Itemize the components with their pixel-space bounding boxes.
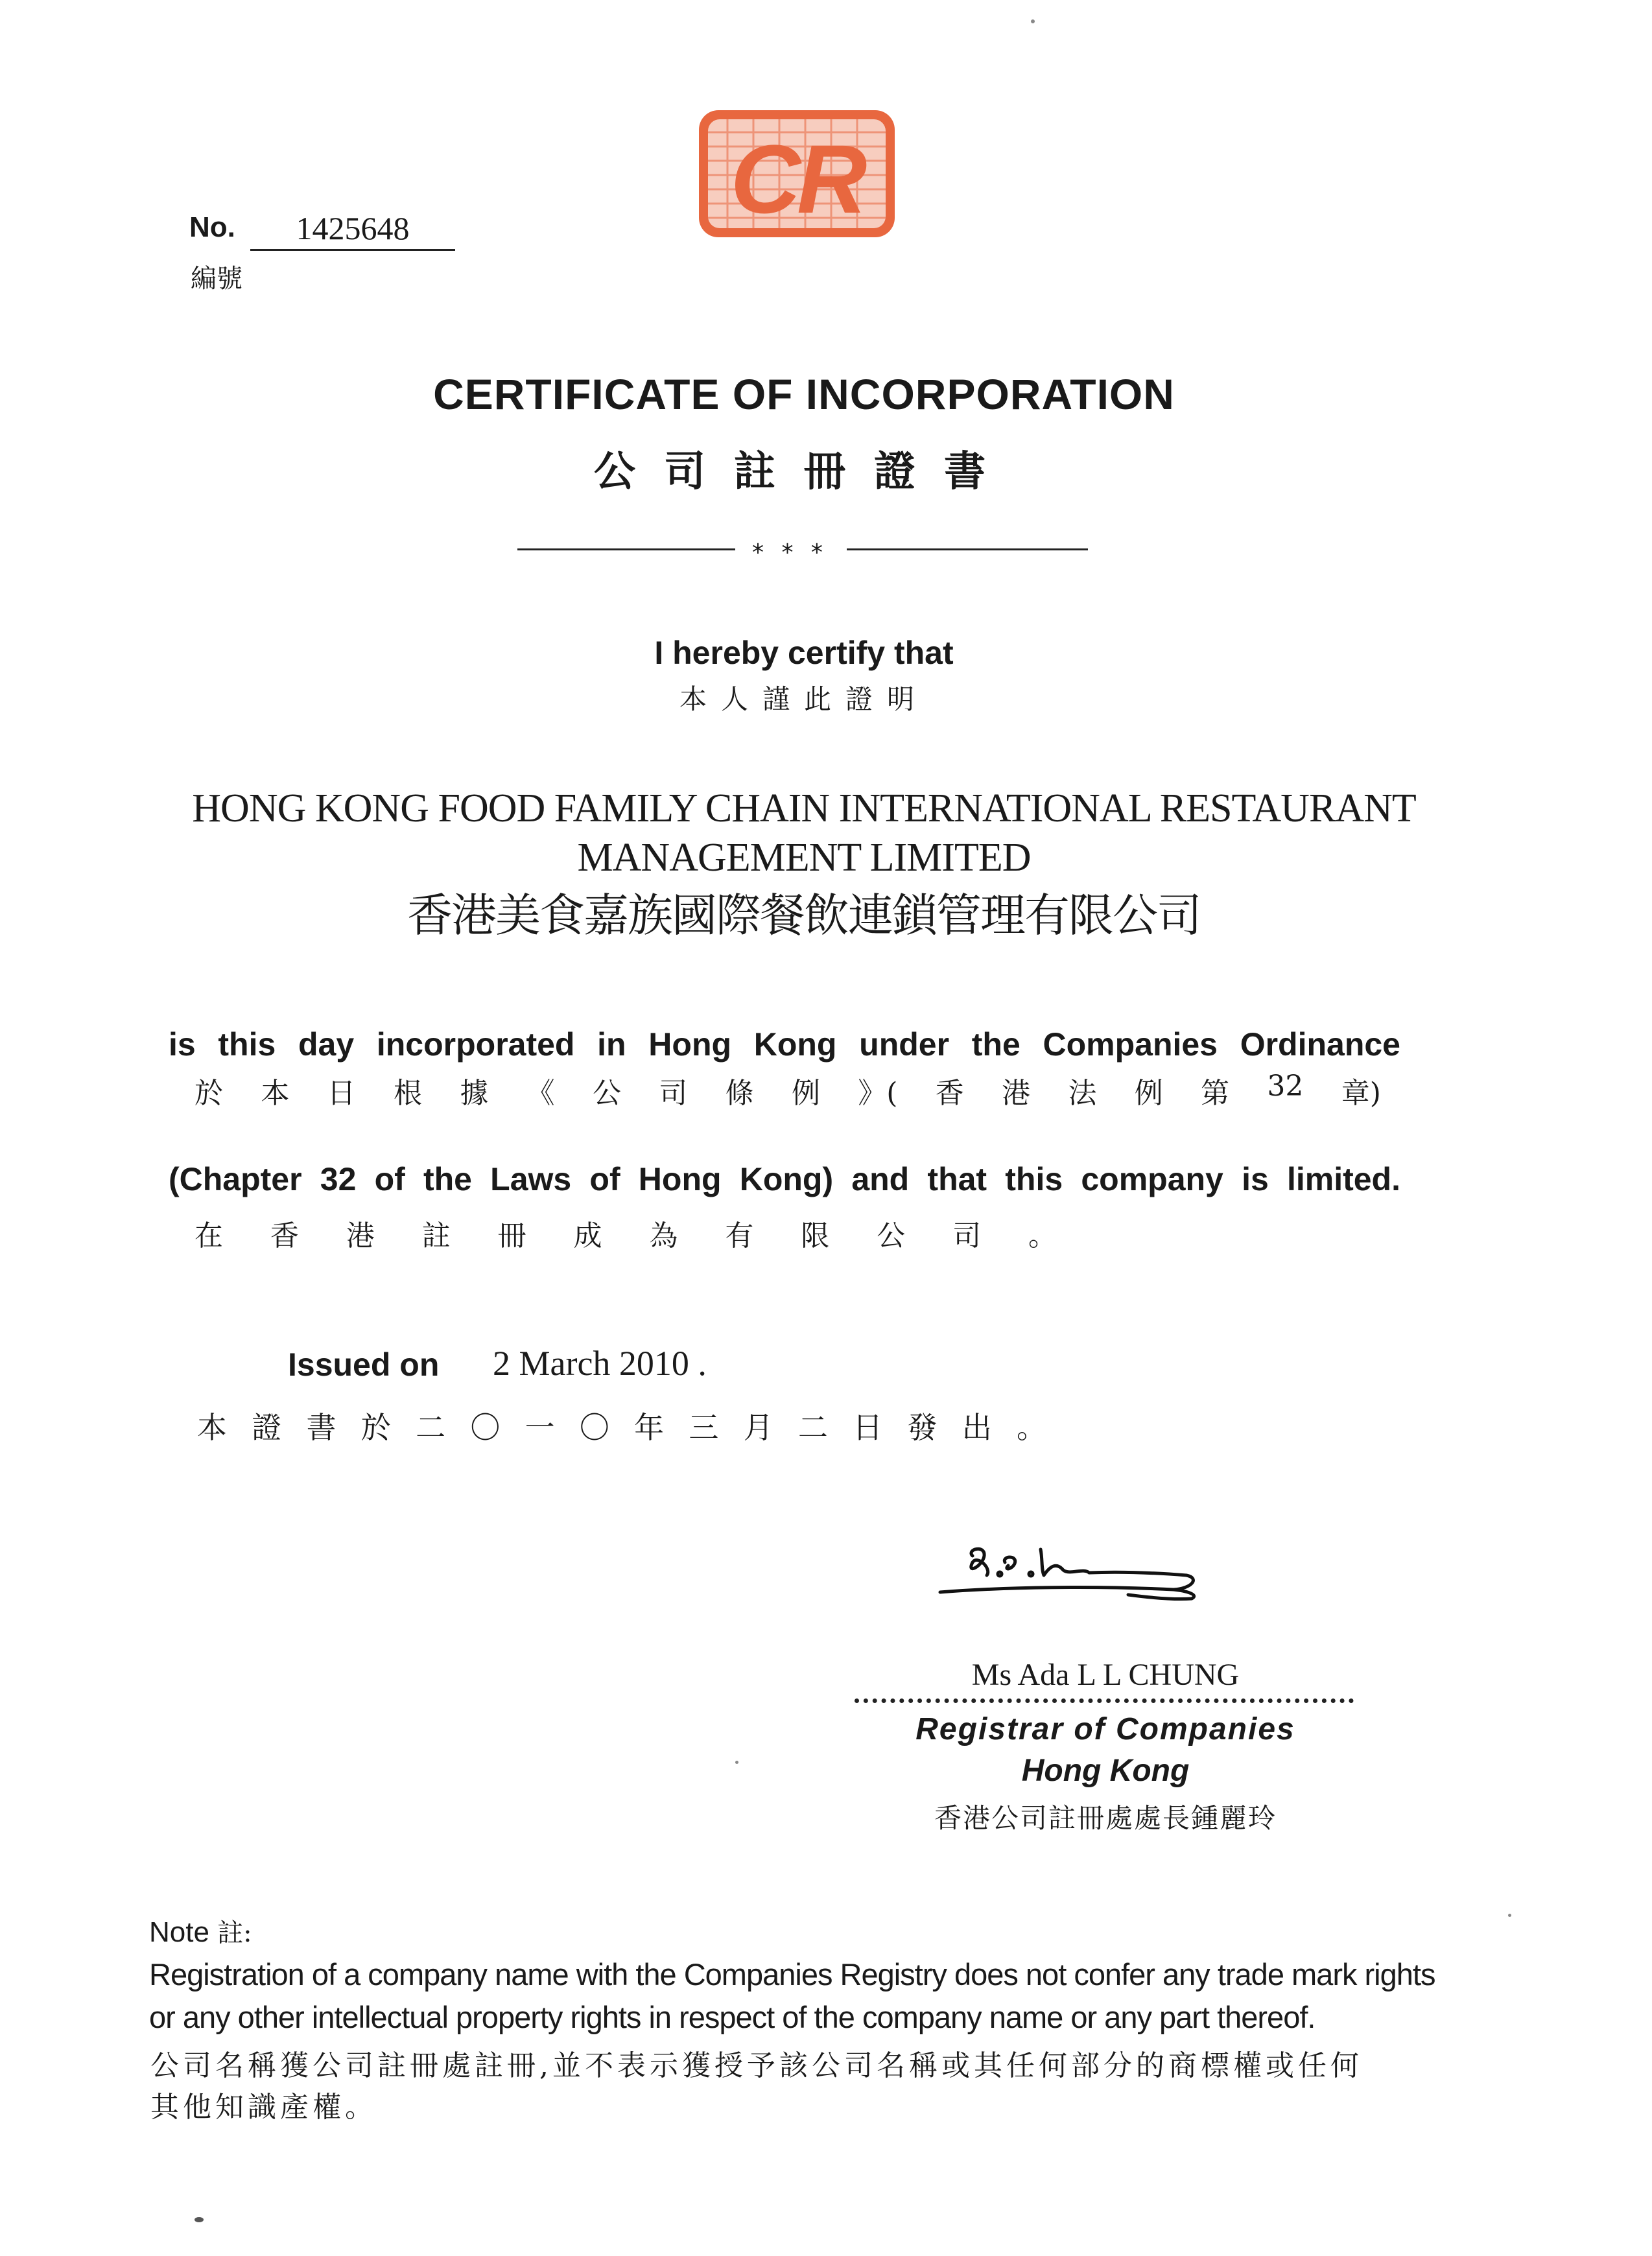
zh-char: 年	[634, 1410, 665, 1445]
note-label: Note	[149, 1916, 209, 1948]
scan-speck	[195, 2217, 204, 2222]
note-text-zh-line1: 公司名稱獲公司註冊處註冊,並不表示獲授予該公司名稱或其任何部分的商標權或任何	[150, 2049, 1363, 2082]
certificate-number-label-zh: 編號	[191, 264, 242, 294]
zh-char: 32	[1267, 1070, 1304, 1103]
zh-char: 有	[725, 1219, 754, 1252]
zh-char: 日	[853, 1410, 883, 1445]
zh-char: 在	[195, 1219, 223, 1252]
registrar-title: Registrar of Companies	[915, 1712, 1295, 1746]
divider-line-right	[847, 548, 1088, 550]
note-label-zh: 註:	[217, 1918, 252, 1948]
zh-char: 。	[1016, 1410, 1046, 1445]
zh-char: 港	[1002, 1077, 1031, 1110]
registrar-place: Hong Kong	[1021, 1754, 1190, 1788]
zh-char: 於	[195, 1077, 223, 1110]
company-name-zh: 香港美食嘉族國際餐飲連鎖管理有限公司	[407, 889, 1201, 942]
scan-speck	[735, 1761, 738, 1764]
zh-char: 據	[460, 1077, 489, 1110]
registrar-signature	[927, 1530, 1212, 1614]
zh-char: 例	[1134, 1077, 1163, 1110]
incorporation-statement-line2: (Chapter 32 of the Laws of Hong Kong) and that this company is limited.	[169, 1161, 1400, 1197]
registrar-title-zh: 香港公司註冊處處長鍾麗玲	[934, 1802, 1277, 1834]
signature-dotted-line	[855, 1698, 1354, 1703]
logo-text: CR	[730, 124, 864, 228]
zh-char: 法	[1068, 1077, 1097, 1110]
zh-char: 香	[935, 1077, 964, 1110]
zh-char: 成	[573, 1219, 602, 1252]
issued-on-label: Issued on	[288, 1346, 440, 1383]
zh-char: 第	[1201, 1077, 1230, 1110]
issued-date: 2 March 2010 .	[493, 1344, 707, 1383]
note-text-en-line1: Registration of a company name with the Companies Registry does not confer any trade mark rights	[149, 1957, 1435, 1992]
zh-char: 條	[725, 1077, 754, 1110]
certificate-title: CERTIFICATE OF INCORPORATION	[433, 370, 1175, 418]
zh-char: 港	[346, 1219, 375, 1252]
divider-line-left	[517, 548, 735, 550]
zh-char: 日	[327, 1077, 356, 1110]
zh-char: 。	[1028, 1219, 1057, 1252]
zh-char: 根	[393, 1077, 422, 1110]
certificate-number-label: No.	[189, 211, 235, 243]
zh-char: 例	[791, 1077, 820, 1110]
registrar-name: Ms Ada L L CHUNG	[971, 1658, 1240, 1692]
certify-statement-zh: 本人謹此證明	[679, 683, 928, 715]
zh-char: 本	[197, 1410, 227, 1445]
incorporation-statement-line1: is this day incorporated in Hong Kong under the Companies Ordinance	[169, 1026, 1400, 1063]
zh-char: 二	[797, 1410, 828, 1445]
zh-char: 〇	[470, 1410, 501, 1445]
certificate-number-value: 1425648	[250, 207, 455, 251]
issued-statement-zh	[197, 1404, 1046, 1447]
zh-char: 書	[306, 1410, 336, 1445]
scan-speck	[1031, 19, 1035, 23]
zh-char: 香	[270, 1219, 299, 1252]
certificate-title-zh: 公司註冊證書	[594, 447, 1014, 496]
certify-statement: I hereby certify that	[654, 635, 954, 671]
zh-char: 限	[801, 1219, 830, 1252]
company-name-en-line1: HONG KONG FOOD FAMILY CHAIN INTERNATIONAL RESTAURANT	[192, 786, 1416, 830]
zh-char: 一	[525, 1410, 555, 1445]
note-text-zh-line2: 其他知識產權。	[150, 2091, 377, 2124]
zh-char: 》(	[858, 1077, 898, 1110]
incorporation-statement-line2-zh	[195, 1212, 1057, 1254]
zh-char: 司	[659, 1077, 688, 1110]
logo-pattern	[708, 119, 886, 228]
zh-char: 發	[907, 1410, 938, 1445]
incorporation-statement-line1-zh	[195, 1070, 1381, 1111]
note-heading	[149, 1912, 252, 1949]
company-name-en-line2: MANAGEMENT LIMITED	[577, 836, 1031, 880]
zh-char: 《	[526, 1077, 555, 1110]
zh-char: 於	[360, 1410, 391, 1445]
zh-char: 月	[743, 1410, 773, 1445]
divider-ornament: * * *	[752, 539, 828, 566]
zh-char: 註	[421, 1219, 451, 1252]
note-text-en-line2: or any other intellectual property rights in respect of the company name or any part thereof.	[149, 2000, 1316, 2034]
zh-char: 公	[877, 1219, 906, 1252]
scan-speck	[1508, 1914, 1511, 1917]
zh-char: 二	[416, 1410, 446, 1445]
zh-char: 〇	[579, 1410, 609, 1445]
cr-logo	[699, 110, 895, 237]
zh-char: 為	[649, 1219, 678, 1252]
zh-char: 本	[261, 1077, 290, 1110]
zh-char: 冊	[497, 1219, 526, 1252]
zh-char: 司	[952, 1219, 982, 1252]
zh-char: 三	[689, 1410, 719, 1445]
zh-char: 證	[252, 1410, 282, 1445]
zh-char: 公	[592, 1077, 621, 1110]
zh-char: 章)	[1341, 1077, 1381, 1110]
zh-char: 出	[962, 1410, 992, 1445]
